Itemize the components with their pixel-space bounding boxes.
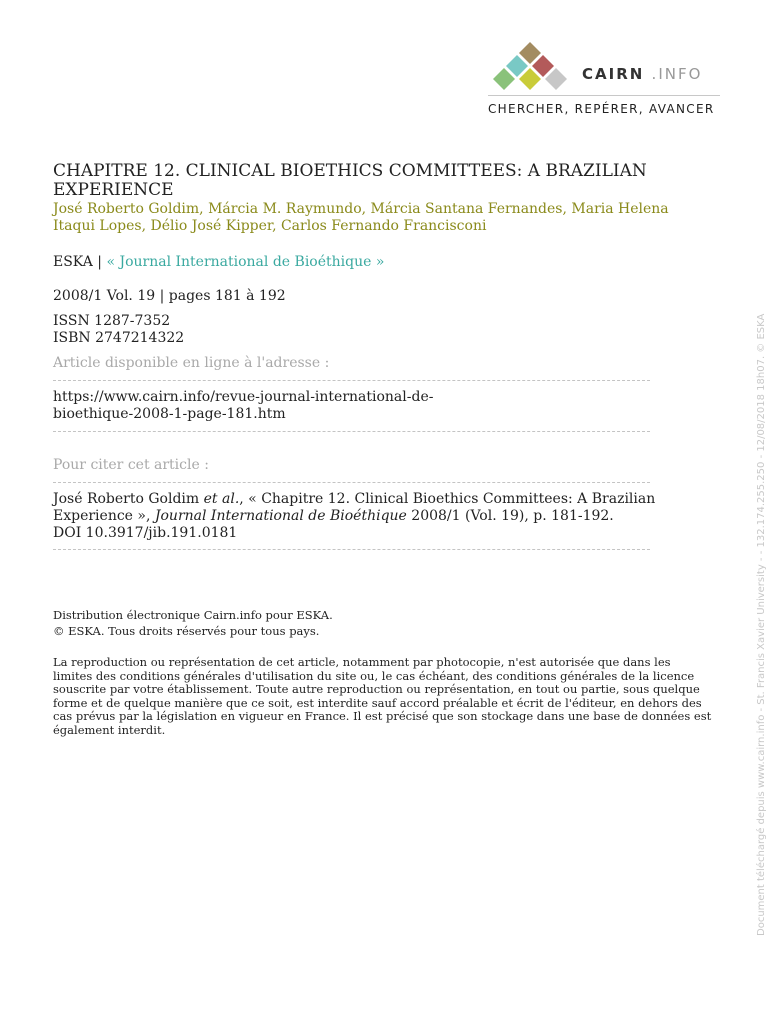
chapter-title: CHAPITRE 12. CLINICAL BIOETHICS COMMITTEES: A BRAZILIAN EXPERIENCE (53, 161, 647, 200)
isbn: ISBN 2747214322 (53, 330, 185, 346)
cairn-logo[interactable] (486, 40, 726, 120)
publisher-name: ESKA (53, 254, 93, 270)
publisher-line (53, 254, 384, 271)
logo-tagline: CHERCHER, REPÉRER, AVANCER (488, 102, 715, 116)
divider (53, 549, 650, 550)
logo-divider (488, 95, 720, 96)
legal-notice: La reproduction ou représentation de cet article, notamment par photocopie, n'est autorisée que dans les limites des conditions générales d'utilisation du site ou, le cas échéant, des conditions générales de la licence souscrite par votre établissement. Toute autre reproduction ou représentation, en tout ou partie, sous quelque forme et de quelque manière que ce soit, est interdite sauf accord préalable et écrit de l'éditeur, en dehors des cas prévus par la législation en vigueur en France. Il est précisé que son stockage dans une base de données est également interdit. (53, 655, 712, 737)
publisher-separator: | (97, 254, 102, 270)
divider (53, 380, 650, 381)
cairn-wordmark (582, 65, 702, 83)
citation-title: , « Chapitre 12. Clinical Bioethics Committees: A Brazilian Experience », (53, 491, 656, 524)
article-url-line-1[interactable]: https://www.cairn.info/revue-journal-international-de- (53, 389, 434, 405)
citation-details: 2008/1 (Vol. 19), p. 181-192. (406, 508, 614, 524)
divider (53, 431, 650, 432)
cite-label: Pour citer cet article : (53, 457, 209, 473)
citation (53, 491, 713, 525)
distribution-notice: Distribution électronique Cairn.info pour ESKA. (53, 608, 333, 622)
issue-info: 2008/1 Vol. 19 | pages 181 à 192 (53, 288, 286, 304)
article-url-line-2[interactable]: bioethique-2008-1-page-181.htm (53, 406, 286, 422)
journal-link[interactable]: « Journal International de Bioéthique » (106, 254, 385, 270)
citation-journal: Journal International de Bioéthique (154, 508, 407, 524)
issn: ISSN 1287-7352 (53, 313, 171, 329)
divider (53, 482, 650, 483)
copyright-notice: © ESKA. Tous droits réservés pour tous pays. (53, 624, 320, 638)
cairn-diamond-icon (486, 40, 576, 92)
citation-doi: DOI 10.3917/jib.191.0181 (53, 525, 238, 541)
citation-etal: et al. (203, 491, 240, 507)
download-watermark: Document téléchargé depuis www.cairn.info - St. Francis Xavier University - - 132.174.255.250 - 12/08/2018 18h07. © ESKA (756, 313, 767, 936)
authors-list[interactable]: José Roberto Goldim, Márcia M. Raymundo, Márcia Santana Fernandes, Maria Helena Itaqui Lopes, Délio José Kipper, Carlos Fernando Francisconi (53, 201, 669, 234)
available-label: Article disponible en ligne à l'adresse : (53, 355, 330, 371)
brand-suffix: .INFO (651, 65, 703, 83)
brand-name: CAIRN (582, 65, 645, 83)
citation-authors: José Roberto Goldim (53, 491, 200, 507)
